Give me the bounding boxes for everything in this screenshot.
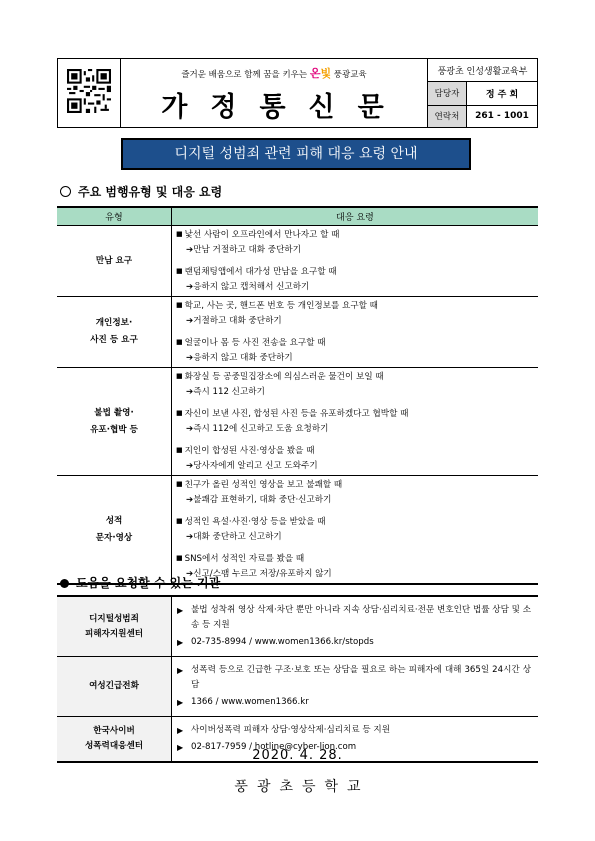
situation-text: ■ 성적인 욕설·사진·영상 등을 받았을 때 <box>176 514 537 530</box>
agency-name-line: 성폭력대응센터 <box>84 741 144 751</box>
response-item <box>173 406 537 437</box>
table-row <box>57 476 538 585</box>
agency-name <box>57 657 172 717</box>
response-item <box>173 298 537 329</box>
section2-heading <box>60 574 220 591</box>
col-header-response: 대응 요령 <box>172 207 539 226</box>
school-name: 풍광초등학교 <box>234 779 370 795</box>
slogan-bit: 빛 <box>320 66 332 80</box>
action-text: ➔만남 거절하고 대화 중단하기 <box>186 245 302 255</box>
qr-code-cell <box>58 59 121 128</box>
crime-type-line: 개인정보· <box>95 318 133 328</box>
action-text: ➔거절하고 대화 중단하기 <box>186 316 282 326</box>
response-item <box>173 551 537 582</box>
col-header-type: 유형 <box>57 207 172 226</box>
triangle-bullet-icon: ▶ <box>177 743 184 752</box>
response-item <box>173 514 537 545</box>
agency-info-line <box>173 634 537 651</box>
crime-type-line: 유포·협박 등 <box>90 424 138 435</box>
agency-name <box>57 596 172 657</box>
agency-name-line: 한국사이버 <box>93 726 135 736</box>
agency-info <box>172 657 539 717</box>
section1-heading <box>60 183 222 200</box>
qr-code-icon <box>67 69 111 113</box>
manager-label: 담당자 <box>428 82 467 106</box>
agency-info-text: 1366 / www.women1366.kr <box>191 697 309 707</box>
agency-info-text: 02-735-8994 / www.women1366.kr/stopds <box>191 637 374 647</box>
support-agency-table <box>57 595 538 763</box>
response-cell <box>172 226 539 297</box>
response-cell <box>172 297 539 368</box>
agency-info-text: 사이버성폭력 피해자 상담·영상삭제·심리치료 등 지원 <box>191 725 391 735</box>
agency-info-line <box>173 662 537 694</box>
crime-type-line: 문자·영상 <box>95 532 133 543</box>
crime-type <box>57 368 172 476</box>
triangle-bullet-icon: ▶ <box>177 698 184 707</box>
action-text: ➔응하지 않고 캡처해서 신고하기 <box>186 282 310 292</box>
response-item <box>173 264 537 295</box>
crime-type-line: 만남 요구 <box>95 255 133 266</box>
slogan <box>121 65 427 81</box>
manager-value: 정 주 희 <box>467 82 538 106</box>
response-item <box>173 443 537 474</box>
agency-info-text: 성폭력 등으로 긴급한 구조·보호 또는 상담을 필요로 하는 피해자에 대해 365일 24시간 상담 <box>191 665 531 690</box>
agency-info-text: 02-817-7959 / hotline@cyber-lion.com <box>191 742 357 752</box>
action-text: ➔대화 중단하고 신고하기 <box>186 532 282 542</box>
triangle-bullet-icon: ▶ <box>177 726 184 735</box>
situation-text: ■ 친구가 올린 성적인 영상을 보고 불쾌할 때 <box>176 477 537 493</box>
situation-text: ■ 지인이 합성된 사진·영상을 봤을 때 <box>176 443 537 459</box>
crime-type-line: 사진 등 요구 <box>90 335 138 345</box>
contact-value: 261 - 1001 <box>467 105 538 127</box>
action-text: ➔응하지 않고 대화 중단하기 <box>186 353 293 363</box>
notice-banner: 디지털 성범죄 관련 피해 대응 요령 안내 <box>121 138 471 170</box>
agency-info-text: 불법 성착취 영상 삭제·차단 뿐만 아니라 지속 상담·심리치료·전문 변호인단 법률 상담 및 소송 등 지원 <box>191 605 531 630</box>
crime-type-line: 성적 <box>105 515 123 526</box>
table-row <box>57 657 538 717</box>
section1-title: 주요 범행유형 및 대응 요령 <box>78 185 223 199</box>
situation-text: ■ 자신이 보낸 사진, 합성된 사진 등을 유포하겠다고 협박할 때 <box>176 406 537 422</box>
agency-name-line: 디지털성범죄 <box>89 613 139 624</box>
situation-text: ■ SNS에서 성적인 자료를 봤을 때 <box>176 551 537 567</box>
triangle-bullet-icon: ▶ <box>177 666 184 675</box>
agency-info-line <box>173 694 537 711</box>
slogan-ohn: 온 <box>309 66 321 80</box>
crime-type <box>57 226 172 297</box>
response-cell <box>172 368 539 476</box>
table-row <box>57 596 538 657</box>
agency-info <box>172 596 539 657</box>
situation-text: ■ 학교, 사는 곳, 핸드폰 번호 등 개인정보를 요구할 때 <box>176 298 537 314</box>
crime-type-line: 불법 촬영· <box>94 407 134 418</box>
situation-text: ■ 낯선 사람이 오프라인에서 만나자고 할 때 <box>176 227 537 243</box>
situation-text: ■ 얼굴이나 몸 등 사진 전송을 요구할 때 <box>176 335 537 351</box>
slogan-suffix: 풍광교육 <box>333 69 367 80</box>
crime-type <box>57 297 172 368</box>
triangle-bullet-icon: ▶ <box>177 638 184 647</box>
situation-text: ■ 랜덤채팅앱에서 대가성 만남을 요구할 때 <box>176 264 537 280</box>
contact-label: 연락처 <box>428 105 467 127</box>
response-cell <box>172 476 539 585</box>
agency-info-line <box>173 722 537 739</box>
crime-type-table <box>57 206 538 585</box>
table-row <box>57 226 538 297</box>
table-row <box>57 297 538 368</box>
response-item <box>173 335 537 366</box>
agency-name-line: 피해자지원센터 <box>84 628 144 639</box>
crime-type <box>57 476 172 585</box>
action-text: ➔즉시 112에 신고하고 도움 요청하기 <box>186 424 329 434</box>
triangle-bullet-icon: ▶ <box>177 606 184 615</box>
circle-bullet-icon <box>60 186 71 197</box>
response-item <box>173 369 537 400</box>
response-item <box>173 227 537 258</box>
issue-date: 2020. 4. 28. <box>252 748 343 763</box>
response-item <box>173 477 537 508</box>
table-row <box>57 368 538 476</box>
letter-header <box>57 58 538 128</box>
department: 풍광초 인성생활교육부 <box>428 59 538 82</box>
document-title: 가정통신문 <box>161 91 407 123</box>
action-text: ➔즉시 112 신고하기 <box>186 387 265 397</box>
filled-bullet-icon <box>60 579 69 588</box>
agency-name-line: 여성긴급전화 <box>89 681 139 691</box>
section2-title: 도움을 요청할 수 있는 기관 <box>76 576 221 590</box>
title-cell <box>121 59 428 128</box>
action-text: ➔불쾌감 표현하기, 대화 중단·신고하기 <box>186 495 332 505</box>
slogan-text: 즐거운 배움으로 함께 꿈을 키우는 <box>181 69 308 80</box>
agency-info-line <box>173 602 537 634</box>
action-text: ➔신고/스팸 누르고 저장/유포하지 않기 <box>186 569 332 579</box>
situation-text: ■ 화장실 등 공중밀집장소에 의심스러운 물건이 보일 때 <box>176 369 537 385</box>
action-text: ➔당사자에게 알리고 신고 도와주기 <box>186 461 318 471</box>
